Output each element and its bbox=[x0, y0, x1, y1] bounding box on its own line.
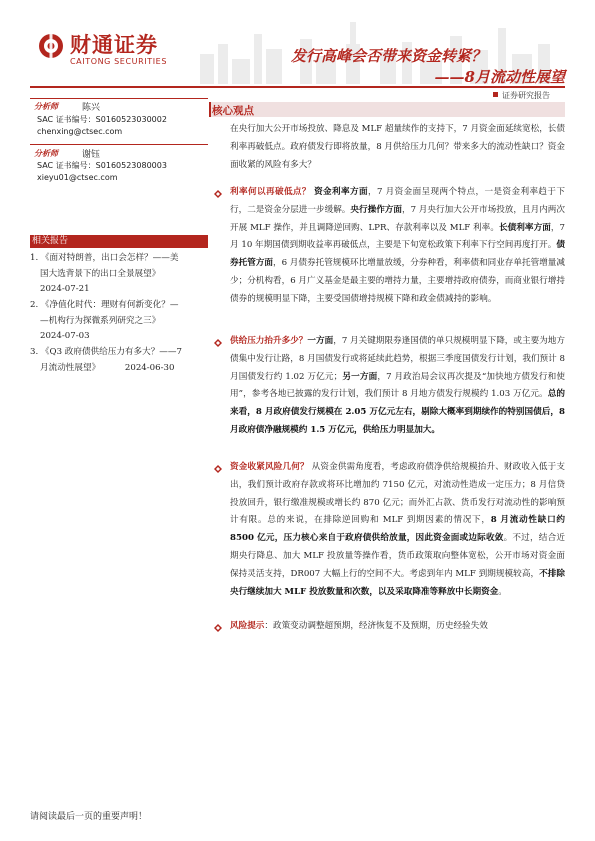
section-lead: 供给压力抬升多少？ bbox=[230, 336, 308, 346]
related-report-title-tail: 月流动性展望》 bbox=[40, 362, 101, 373]
section-body: 一方面，7 月关键期限券逢国债的单只规模明显下降，或主要为地方债集中发行让路，8 月国债发行或将延续此趋势，根据三季度国债发行计划，我们预计 8 月国债发行约 1.02 万亿元；另一方面，7 月政治局会议再次提及“加快地方债发行和使用”，参考各地已披露的发行计划，我们预计 8 月地方债发行规模约 1.03 万亿元。总的来看，8 月政府债发行规模在 2.05 万亿元左右，剔除大概率到期续作的特别国债后，8 月政府债净融规模约 1.5 万亿元，供给压力明显加大。 bbox=[230, 336, 565, 435]
analyst-sac: SAC 证书编号：S0160523030002 bbox=[37, 115, 167, 124]
section-body: ：政策变动调整超预期，经济恢复不及预期，历史经验失效 bbox=[264, 621, 488, 631]
related-report-title-cont bbox=[30, 361, 208, 377]
analyst-email: chenxing@ctsec.com bbox=[37, 127, 123, 136]
related-report-title-cont: 国大选背景下的出口全景展望》 bbox=[40, 268, 161, 279]
analyst-divider bbox=[30, 144, 208, 145]
core-view-heading-bar bbox=[209, 102, 565, 117]
report-title: 发行高峰会否带来资金转紧？ bbox=[290, 47, 486, 65]
related-report-item[interactable] bbox=[30, 251, 208, 298]
section-lead: 利率何以再破低点？ bbox=[230, 187, 311, 197]
analyst-role: 分析师 bbox=[34, 101, 58, 111]
related-report-date: 2024-07-03 bbox=[40, 331, 90, 342]
footer-disclaimer: 请阅读最后一页的重要声明！ bbox=[30, 812, 148, 822]
logo-text-en: CAITONG SECURITIES bbox=[70, 57, 167, 66]
section-rates bbox=[230, 184, 565, 309]
caitong-logo-icon bbox=[38, 33, 64, 59]
section-liquidity-risk bbox=[230, 459, 565, 601]
analyst-divider bbox=[30, 98, 208, 99]
analyst-role: 分析师 bbox=[34, 148, 58, 158]
section-body: 从资金供需角度看，考虑政府债净供给规模抬升、财政收入低于支出，我们预计政府存款或将环比增加约 7150 亿元，对流动性造成一定压力；8 月信贷投放回升，银行缴准规模或增长约 870 亿元；而外汇占款、货币发行对流动性的影响预计有限。总的来说，在排除逆回购和 MLF 到期因素的情况下，8 月流动性缺口约 8500 亿元，压力核心来自于政府债供给放量，因此资金面或边际收敛。不过，结合近期央行降息、加大 MLF 投放量等操作看，货币政策取向整体宽松，公开市场对资金面保持灵活支持，DR007 大幅上行的空间不大。考虑到年内 MLF 到期规模较高，不排除央行继续加大 MLF 投放数量和次数，以及采取降准等释放中长期资金。 bbox=[230, 462, 565, 597]
section-lead: 风险提示 bbox=[230, 621, 265, 631]
diamond-bullet-icon bbox=[214, 465, 222, 473]
analyst-name: 陈兴 bbox=[82, 103, 101, 113]
section-risk-warning bbox=[230, 618, 565, 636]
related-report-item[interactable] bbox=[30, 298, 208, 345]
analyst-name: 谢钰 bbox=[82, 150, 101, 160]
logo-text-cn: 财通证券 bbox=[70, 33, 158, 57]
related-report-title-cont: —机构行为探微系列研究之三》 bbox=[40, 315, 161, 326]
diamond-bullet-icon bbox=[214, 624, 222, 632]
report-subtitle: ——8月流动性展望 bbox=[434, 68, 565, 86]
section-body: 资金利率方面，7 月资金面呈现两个特点，一是资金利率趋于下行，二是资金分层进一步缓解。央行操作方面，7 月央行加大公开市场投放，且月内两次开展 MLF 操作，并且调降逆回购、LPR、存款利率以及 MLF 利率。长债利率方面，7 月 10 年期国债到期收益率再破低点，主要是下旬宽松政策下利率下行空间再度打开。债券托管方面，6 月债券托管规模环比增量放缓，分券种看，利率债和同业存单托管增量减少；分机构看，6 月广义基金是最主要的增持力量，主要增持政府债券，而商业银行增持债券的规模明显下降，主要受国债增持规模下降和政金债减持的影响。 bbox=[230, 187, 566, 304]
header-divider bbox=[30, 86, 565, 88]
core-view-heading: 核心观点 bbox=[212, 105, 254, 117]
analyst-email: xieyu01@ctsec.com bbox=[37, 173, 118, 182]
square-bullet-icon bbox=[493, 92, 498, 97]
analyst-sac: SAC 证书编号：S0160523080003 bbox=[37, 161, 167, 170]
related-report-date: 2024-07-21 bbox=[40, 284, 90, 295]
diamond-bullet-icon bbox=[214, 339, 222, 347]
diamond-bullet-icon bbox=[214, 190, 222, 198]
core-intro: 在央行加大公开市场投放、降息及 MLF 超量续作的支持下，7 月资金面延续宽松，长债利率再破低点。政府债发行即将放量，8 月供给压力几何？带来多大的流动性缺口？资金面收紧的风险有多大？ bbox=[230, 124, 565, 170]
related-report-title: 3. 《Q3 政府债供给压力有多大？——7 bbox=[30, 347, 182, 357]
related-reports-heading: 相关报告 bbox=[30, 235, 208, 248]
related-report-title: 2. 《净值化时代：理财有何新变化？— bbox=[30, 300, 179, 310]
section-supply bbox=[230, 333, 565, 440]
related-report-date: 2024-06-30 bbox=[124, 362, 175, 373]
related-report-title: 1. 《面对特朗普，出口会怎样？——美 bbox=[30, 253, 179, 263]
report-type-label: 证券研究报告 bbox=[502, 91, 550, 100]
section-lead: 资金收紧风险几何？ bbox=[230, 462, 309, 472]
related-report-item[interactable] bbox=[30, 345, 208, 376]
